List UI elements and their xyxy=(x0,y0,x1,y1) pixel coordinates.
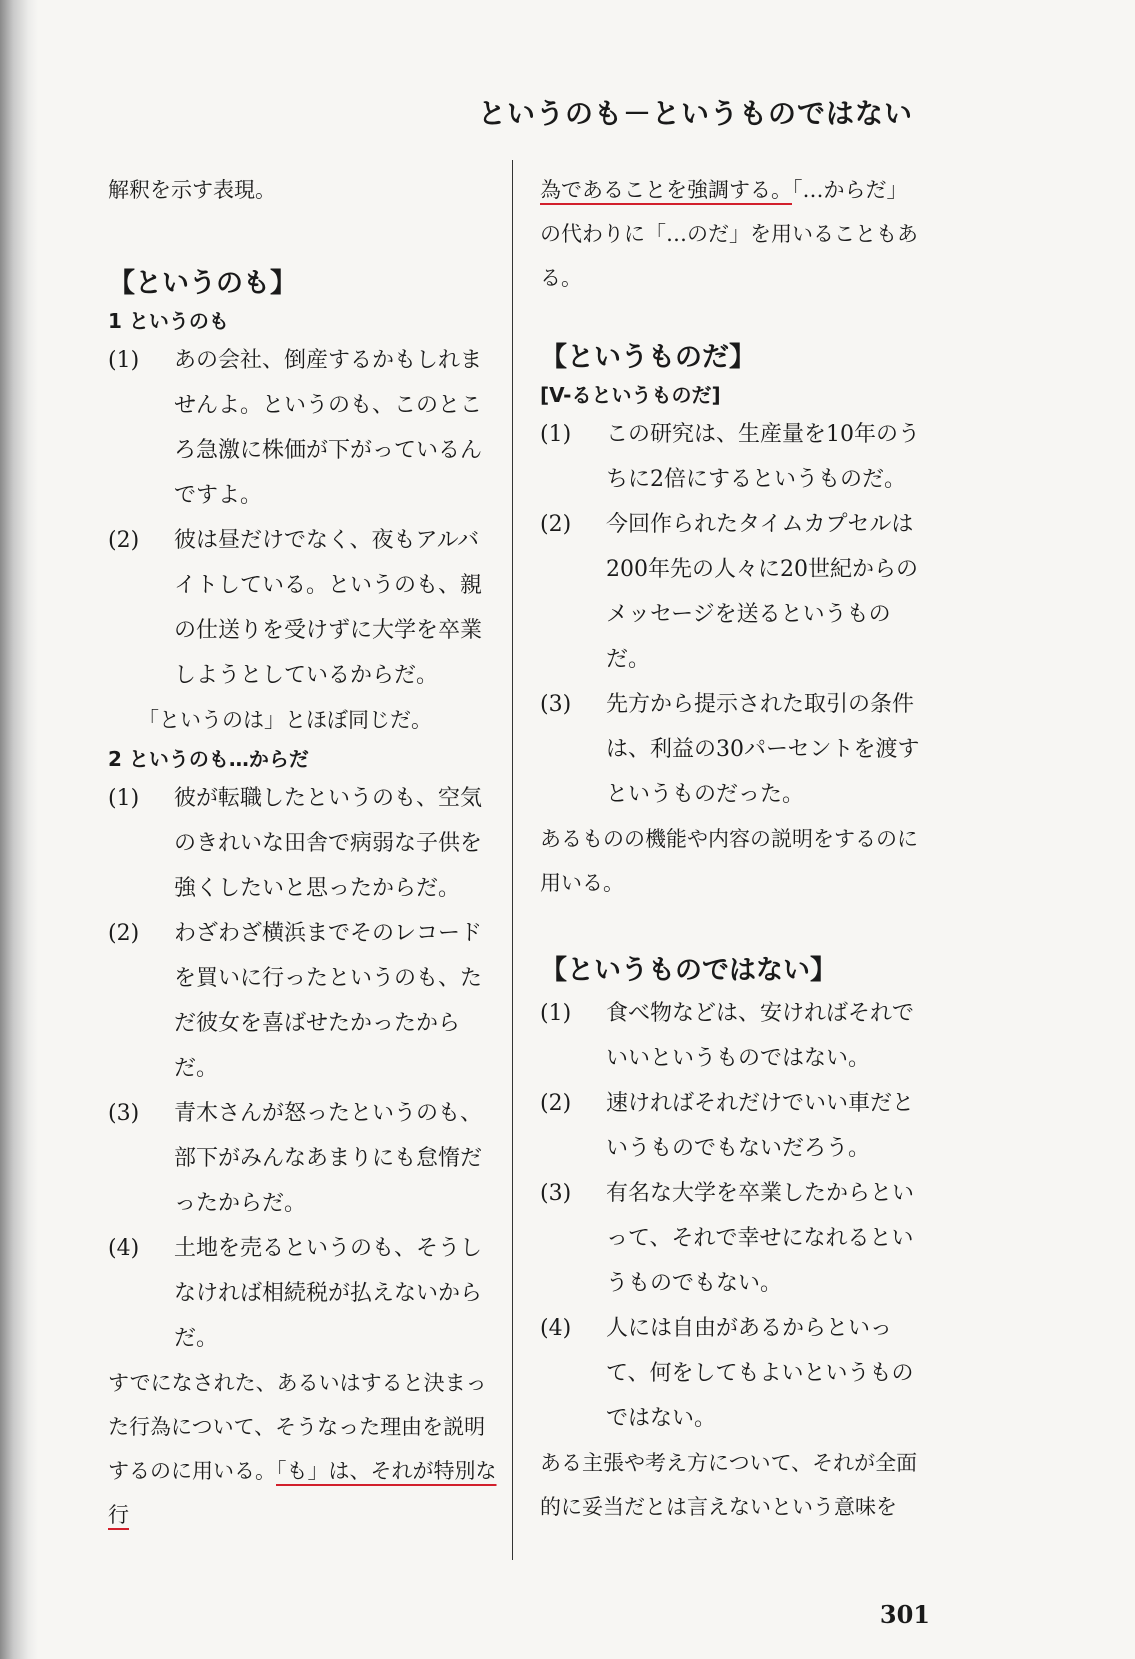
example-number: (1) xyxy=(108,786,140,811)
example-number: (2) xyxy=(540,1091,572,1116)
example-number: (2) xyxy=(108,528,140,553)
example-item xyxy=(108,1226,498,1361)
example-text: 今回作られたタイムカプセルは200年先の人々に20世紀からのメッセージを送るというものだ。 xyxy=(606,512,918,672)
example-item xyxy=(108,911,498,1091)
intro-text: 解釈を示す表現。 xyxy=(108,178,276,202)
continued-part: 「…からだ」の代わりに「…のだ」を用いることもある。 xyxy=(540,178,918,290)
example-text: 土地を売るというのも、そうしなければ相続税が払えないからだ。 xyxy=(174,1236,483,1351)
example-item xyxy=(540,1306,922,1441)
column-divider xyxy=(512,160,513,1560)
example-text: 彼が転職したというのも、空気のきれいな田舎で病弱な子供を強くしたいと思ったからだ。 xyxy=(174,786,483,901)
example-number: (3) xyxy=(540,1181,572,1206)
example-number: (1) xyxy=(108,348,140,373)
example-item xyxy=(540,1171,922,1306)
example-number: (3) xyxy=(540,692,572,717)
subheading-1: 1 というのも xyxy=(108,309,229,333)
example-item xyxy=(540,502,922,682)
example-item xyxy=(108,518,498,698)
example-text: この研究は、生産量を10年のうちに2倍にするというものだ。 xyxy=(606,422,920,492)
right-column xyxy=(540,168,922,1529)
continued-text xyxy=(540,168,922,300)
example-number: (2) xyxy=(108,921,140,946)
example-text: 彼は昼だけでなく、夜もアルバイトしている。というのも、親の仕送りを受けずに大学を卒業しようとしているからだ。 xyxy=(174,528,483,688)
section-title-toiunomo: 【というのも】 xyxy=(108,268,297,299)
example-text: 有名な大学を卒業したからといって、それで幸せになれるというものでもない。 xyxy=(606,1181,915,1296)
example-text: 青木さんが怒ったというのも、部下がみんなあまりにも怠惰だったからだ。 xyxy=(174,1101,483,1216)
running-head: というのも－というものではない xyxy=(477,97,913,130)
explanation-part: すでになされた、あるいはすると決まった行為について、そうなった理由を説明するのに用いる。 xyxy=(108,1371,487,1483)
left-column xyxy=(108,168,498,1537)
example-text: あの会社、倒産するかもしれませんよ。というのも、このところ急激に株価が下がっているんですよ。 xyxy=(174,348,483,508)
example-text: 速ければそれだけでいい車だというものでもないだろう。 xyxy=(606,1091,915,1161)
page-number: 301 xyxy=(879,1600,930,1629)
subheading-v-ru: [V-るというものだ] xyxy=(540,383,721,407)
example-item xyxy=(108,776,498,911)
example-text: 人には自由があるからといって、何をしてもよいというものではない。 xyxy=(606,1316,914,1431)
example-number: (1) xyxy=(540,1001,572,1026)
example-number: (1) xyxy=(540,422,572,447)
explanation-text: ある主張や考え方について、それが全面的に妥当だとは言えないという意味を xyxy=(540,1451,918,1519)
example-text: 先方から提示された取引の条件は、利益の30パーセントを渡すというものだった。 xyxy=(606,692,920,807)
example-item xyxy=(108,338,498,518)
example-item xyxy=(540,991,922,1081)
example-number: (2) xyxy=(540,512,572,537)
subheading-2: 2 というのも…からだ xyxy=(108,747,309,771)
example-text: 食べ物などは、安ければそれでいいというものではない。 xyxy=(606,1001,915,1071)
example-text: わざわざ横浜までそのレコードを買いに行ったというのも、ただ彼女を喜ばせたかったからだ。 xyxy=(174,921,483,1081)
example-number: (3) xyxy=(108,1101,140,1126)
section-title-toiumonodewanai: 【というものではない】 xyxy=(540,955,837,986)
underlined-text: 「も」は、それが特別な行 xyxy=(108,1459,497,1527)
example-item xyxy=(540,1081,922,1171)
page-edge-shadow xyxy=(0,0,38,1659)
section-title-toiumonoda: 【というものだ】 xyxy=(540,342,756,373)
underlined-text: 為であることを強調する。 xyxy=(540,178,792,202)
example-number: (4) xyxy=(540,1316,572,1341)
example-number: (4) xyxy=(108,1236,140,1261)
example-item xyxy=(540,682,922,817)
note-text: 「というのは」とほぼ同じだ。 xyxy=(138,708,432,732)
example-item xyxy=(108,1091,498,1226)
explanation-text: あるものの機能や内容の説明をするのに用いる。 xyxy=(540,827,918,895)
explanation-text xyxy=(108,1361,498,1537)
example-item xyxy=(540,412,922,502)
